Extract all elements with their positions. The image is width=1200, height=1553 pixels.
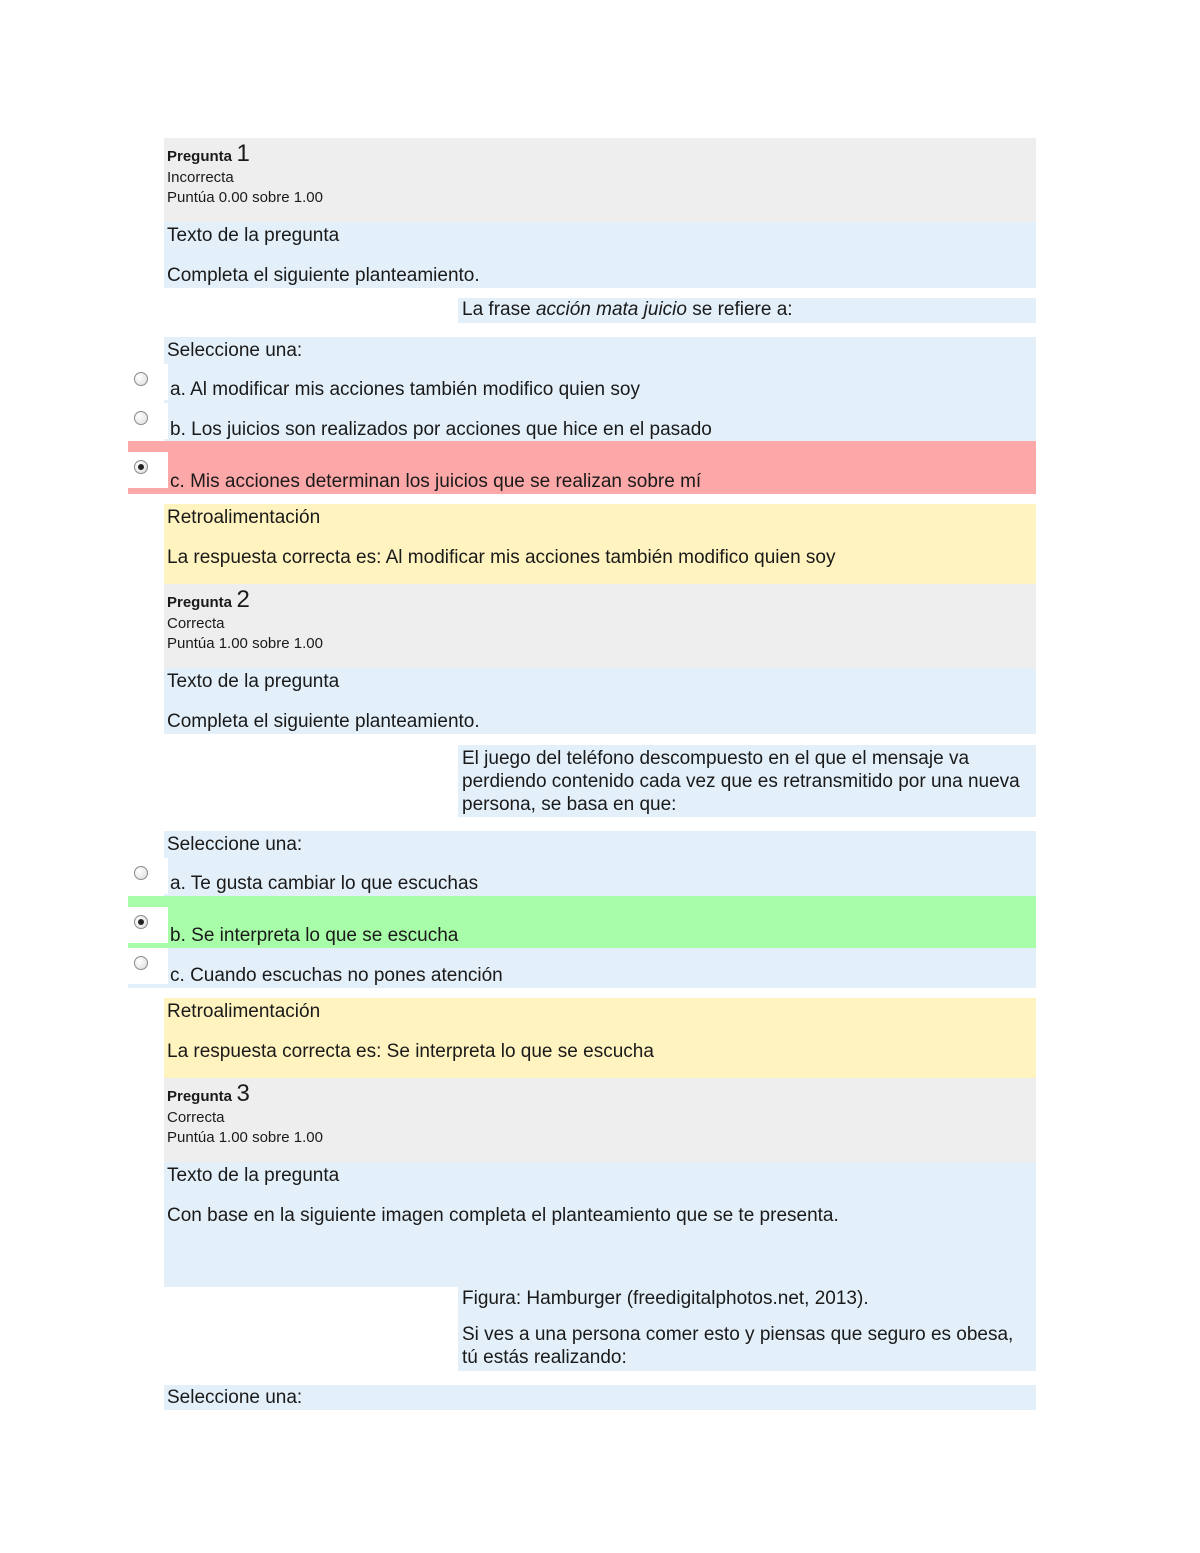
radio-q2-c[interactable] [134, 956, 148, 970]
question-3-title [167, 1080, 250, 1108]
radio-box-q2-c [128, 948, 168, 984]
feedback-heading: Retroalimentación [167, 1001, 321, 1022]
question-label: Pregunta [167, 594, 233, 611]
question-number: 2 [236, 586, 250, 613]
question-3-text-box [164, 1162, 1036, 1287]
question-1-title [167, 140, 250, 168]
question-state: Correcta [167, 1109, 225, 1126]
question-grade: Puntúa 1.00 sobre 1.00 [167, 635, 323, 652]
select-label: Seleccione una: [167, 834, 303, 855]
question-number: 1 [236, 140, 250, 167]
select-label: Seleccione una: [167, 1387, 303, 1408]
question-number: 3 [236, 1080, 250, 1107]
question-2-info [164, 584, 1036, 668]
question-instruction: Con base en la siguiente imagen completa el planteamiento que se te presenta. [167, 1205, 839, 1226]
option-q2-b[interactable]: b. Se interpreta lo que se escucha [170, 925, 459, 946]
radio-box-q1-b [128, 403, 168, 439]
question-text-heading: Texto de la pregunta [167, 225, 340, 246]
radio-q1-c-selected[interactable] [134, 460, 148, 474]
question-1-feedback [164, 504, 1036, 584]
option-q2-c[interactable]: c. Cuando escuchas no pones atención [170, 965, 503, 986]
question-instruction: Completa el siguiente planteamiento. [167, 711, 480, 732]
question-label: Pregunta [167, 148, 233, 165]
question-2-prompt: El juego del teléfono descompuesto en el que el mensaje va perdiendo contenido cada vez que es retransmitido por una nueva persona, se basa en que: [458, 745, 1036, 817]
radio-box-q1-c [128, 452, 168, 488]
question-text-heading: Texto de la pregunta [167, 1165, 340, 1186]
question-label: Pregunta [167, 1088, 233, 1105]
question-2-feedback [164, 998, 1036, 1078]
question-instruction: Completa el siguiente planteamiento. [167, 265, 480, 286]
option-q2-a[interactable]: a. Te gusta cambiar lo que escuchas [170, 873, 479, 894]
option-q1-b[interactable]: b. Los juicios son realizados por acciones que hice en el pasado [170, 419, 712, 440]
question-1-text-box [164, 222, 1036, 288]
question-1-info [164, 138, 1036, 222]
option-q1-c[interactable]: c. Mis acciones determinan los juicios que se realizan sobre mí [170, 471, 702, 492]
question-3-prompt: Si ves a una persona comer esto y piensas que seguro es obesa, tú estás realizando: [462, 1324, 1014, 1368]
question-grade: Puntúa 0.00 sobre 1.00 [167, 189, 323, 206]
question-3-prompt-box [458, 1287, 1036, 1371]
radio-box-q2-a [128, 858, 168, 894]
question-state: Incorrecta [167, 169, 234, 186]
question-grade: Puntúa 1.00 sobre 1.00 [167, 1129, 323, 1146]
radio-box-q2-b [128, 907, 168, 943]
question-2-title [167, 586, 250, 614]
feedback-heading: Retroalimentación [167, 507, 321, 528]
question-3-info [164, 1078, 1036, 1162]
radio-q2-b-selected[interactable] [134, 915, 148, 929]
question-1-prompt: La frase acción mata juicio se refiere a: [458, 298, 1036, 323]
radio-q1-a[interactable] [134, 372, 148, 386]
select-label: Seleccione una: [167, 340, 303, 361]
question-text-heading: Texto de la pregunta [167, 671, 340, 692]
feedback-text: La respuesta correcta es: Se interpreta lo que se escucha [167, 1041, 654, 1062]
question-state: Correcta [167, 615, 225, 632]
radio-q2-a[interactable] [134, 866, 148, 880]
radio-box-q1-a [128, 364, 168, 400]
question-2-text-box [164, 668, 1036, 734]
figure-caption: Figura: Hamburger (freedigitalphotos.net, 2013). [462, 1288, 869, 1309]
radio-q1-b[interactable] [134, 411, 148, 425]
feedback-text: La respuesta correcta es: Al modificar mis acciones también modifico quien soy [167, 547, 836, 568]
question-3-answer-box [164, 1385, 1036, 1410]
option-q1-a[interactable]: a. Al modificar mis acciones también modifico quien soy [170, 379, 640, 400]
